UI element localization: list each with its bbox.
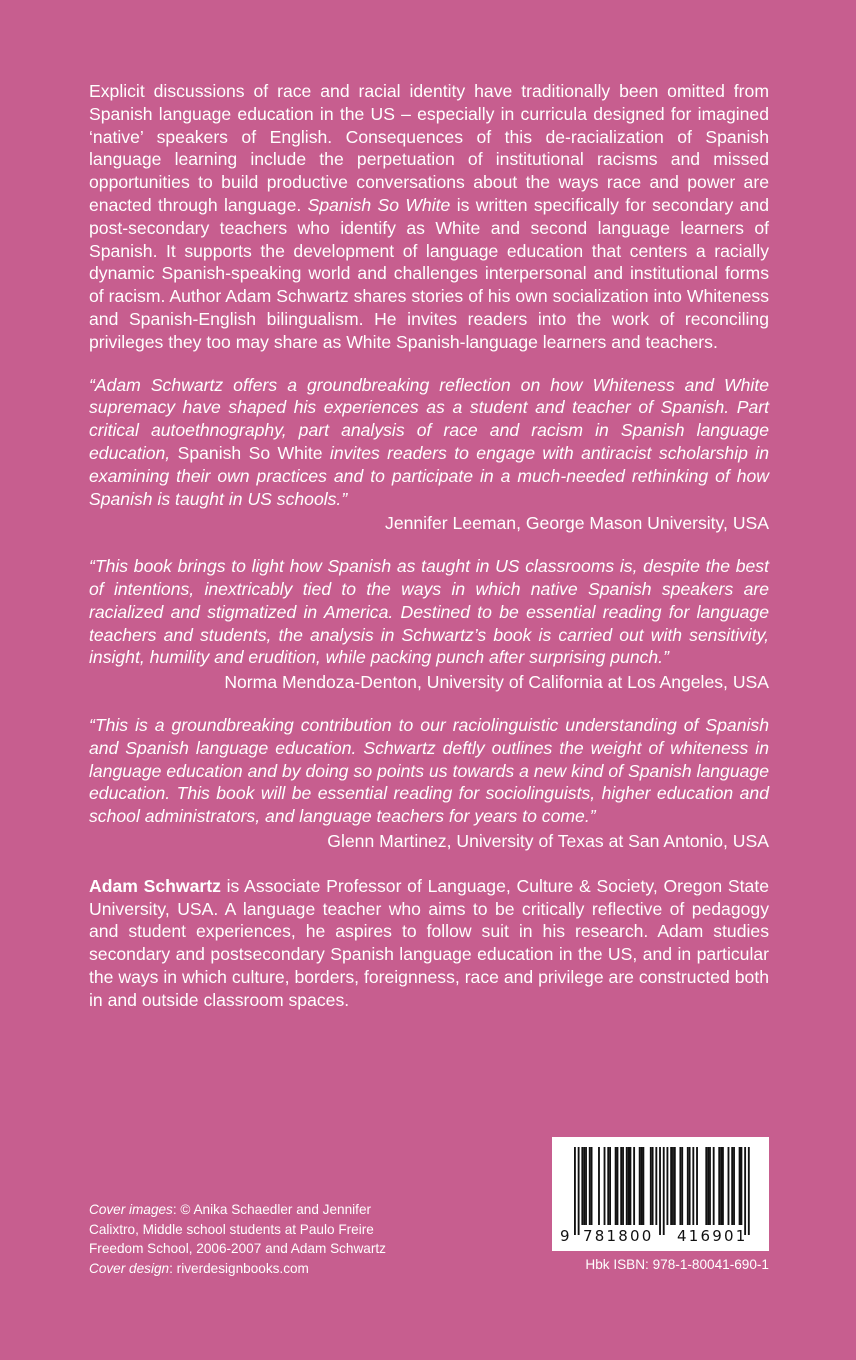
barcode-bar xyxy=(607,1147,609,1225)
barcode-bar xyxy=(626,1147,628,1225)
barcode-bar xyxy=(622,1147,624,1225)
endorsement-text-b: invites readers to engage with antiracist scholarship in examining their own practices and to participate in a much-needed rethinking of how Spanish is taught in US schools.” xyxy=(89,442,769,509)
barcode-bar xyxy=(630,1147,632,1225)
barcode-bar xyxy=(720,1147,722,1225)
cover-design-label: Cover design xyxy=(89,1260,170,1276)
barcode-bar xyxy=(707,1147,709,1225)
endorsement-text xyxy=(89,374,769,511)
barcode-bar xyxy=(652,1147,654,1225)
barcode-bar xyxy=(617,1147,619,1225)
endorsement-text-a: “Adam Schwartz offers a groundbreaking reflection on how Whiteness and White supremacy have shaped his experiences as a student and teacher of Spanish. Part critical autoethnography, part analysis of race and racism in Spanish language education, xyxy=(89,374,769,463)
barcode-bar xyxy=(604,1147,606,1225)
endorsement-2 xyxy=(89,555,769,694)
barcode-bar xyxy=(705,1147,707,1225)
barcode-bar xyxy=(591,1147,593,1225)
barcode-bar xyxy=(641,1147,643,1225)
cover-images-text: : © Anika Schaedler and Jennifer Calixtro, Middle school students at Paulo Freire Freedom School, 2006-2007 and Adam Schwartz xyxy=(89,1202,386,1257)
endorsement-attribution: Jennifer Leeman, George Mason University, USA xyxy=(385,513,769,534)
barcode-bar xyxy=(692,1147,694,1225)
barcode-bar xyxy=(689,1147,691,1225)
barcode-bar xyxy=(583,1147,585,1225)
isbn-barcode xyxy=(552,1137,769,1251)
cover-design-text: : riverdesignbooks.com xyxy=(169,1260,309,1276)
barcode-digit-first: 9 xyxy=(560,1227,570,1245)
barcode-bar xyxy=(655,1147,657,1225)
endorsement-text: “This book brings to light how Spanish as taught in US classrooms is, despite the best of intentions, inextricably tied to the ways in which native Spanish speakers are racialized and stigmatized in America. Destined to be essential reading for language teachers and students, the analysis in Schwartz’s book is carried out with sensitivity, insight, humility and erudition, while packing punch after surprising punch.” xyxy=(89,556,769,668)
barcode-bar xyxy=(728,1147,730,1225)
barcode-bar xyxy=(679,1147,681,1225)
barcode-bar xyxy=(589,1147,591,1225)
barcode-bar xyxy=(722,1147,724,1225)
barcode-bar xyxy=(585,1147,587,1225)
barcode-bar xyxy=(609,1147,611,1225)
book-title-inline: Spanish So White xyxy=(307,194,451,215)
book-description xyxy=(89,80,769,354)
barcode-bar xyxy=(744,1147,746,1235)
author-bio-text: is Associate Professor of Language, Culture & Society, Oregon State University, USA. A language teacher who aims to be critically reflective of pedagogy and student experiences, he aspires to follow suit in his research. Adam studies secondary and postsecondary Spanish language education in the US, and in particular the ways in which culture, borders, foreignness, race and privilege are constructed both in and outside classroom spaces. xyxy=(89,875,769,1010)
barcode-bar xyxy=(620,1147,622,1225)
barcode-bar xyxy=(663,1147,665,1235)
barcode-bar xyxy=(718,1147,720,1225)
cover-credits xyxy=(89,1200,409,1278)
endorsement-3 xyxy=(89,714,769,853)
barcode-digits xyxy=(552,1227,769,1249)
barcode-bar xyxy=(659,1147,661,1235)
author-bio xyxy=(89,875,769,1012)
barcode-group-right: 416901 xyxy=(677,1227,748,1245)
barcode-bar xyxy=(598,1147,600,1225)
back-cover-text xyxy=(89,80,769,1029)
description-part-2: is written specifically for secondary and post-secondary teachers who identify as White and second language learners of Spanish. It supports the development of language education that centers a racially dynamic Spanish-speaking world and challenges interpersonal and institutional forms of racism. Author Adam Schwartz shares stories of his own socialization into Whiteness and Spanish-English bilingualism. He invites readers into the work of reconciling privileges they too may share as White Spanish-language learners and teachers. xyxy=(89,194,770,352)
cover-images-label: Cover images xyxy=(89,1202,173,1217)
barcode-bar xyxy=(667,1147,669,1225)
barcode-bar xyxy=(633,1147,635,1225)
barcode-bar xyxy=(687,1147,689,1225)
barcode-bar xyxy=(733,1147,735,1225)
barcode-bar xyxy=(574,1147,576,1235)
barcode-bar xyxy=(639,1147,641,1225)
endorsement-attribution: Norma Mendoza-Denton, University of California at Los Angeles, USA xyxy=(224,672,769,693)
barcode-bar xyxy=(739,1147,741,1225)
barcode-bar xyxy=(650,1147,652,1225)
description-part-1: Explicit discussions of race and racial identity have traditionally been omitted from Spanish language education in the US – especially in curricula designed for imagined ‘native’ speakers of English. Consequences of this de-racialization of Spanish language learning include the perpetuation of institutional racisms and missed opportunities to build productive conversations about the ways race and power are enacted through language. xyxy=(89,81,769,215)
barcode-bar xyxy=(713,1147,715,1225)
barcode-bar xyxy=(696,1147,698,1225)
endorsement-attribution: Glenn Martinez, University of Texas at San Antonio, USA xyxy=(327,830,769,851)
barcode-bar xyxy=(731,1147,733,1225)
author-name: Adam Schwartz xyxy=(89,875,221,896)
barcode-bar xyxy=(578,1147,580,1235)
barcode-group-left: 781800 xyxy=(583,1227,654,1245)
barcode-bar xyxy=(748,1147,750,1235)
barcode-bar xyxy=(741,1147,743,1225)
endorsement-1 xyxy=(89,374,769,536)
barcode-bar xyxy=(681,1147,683,1225)
isbn-label: Hbk ISBN: 978-1-80041-690-1 xyxy=(585,1257,769,1272)
barcode-bar xyxy=(709,1147,711,1225)
barcode-bar xyxy=(628,1147,630,1225)
endorsement-text: “This is a groundbreaking contribution to our raciolinguistic understanding of Spanish and Spanish language education. Schwartz deftly outlines the weight of whiteness in language education and by doing so points us towards a new kind of Spanish language education. This book will be essential reading for sociolinguists, higher education and school administrators, and language teachers for years to come.” xyxy=(89,714,769,827)
book-title-inline: Spanish So White xyxy=(177,442,323,463)
barcode-bar xyxy=(674,1147,676,1225)
barcode-bar xyxy=(615,1147,617,1225)
barcode-bar xyxy=(670,1147,672,1225)
barcode-bar xyxy=(642,1147,644,1225)
barcode-bar xyxy=(672,1147,674,1225)
barcode-bar xyxy=(581,1147,583,1225)
